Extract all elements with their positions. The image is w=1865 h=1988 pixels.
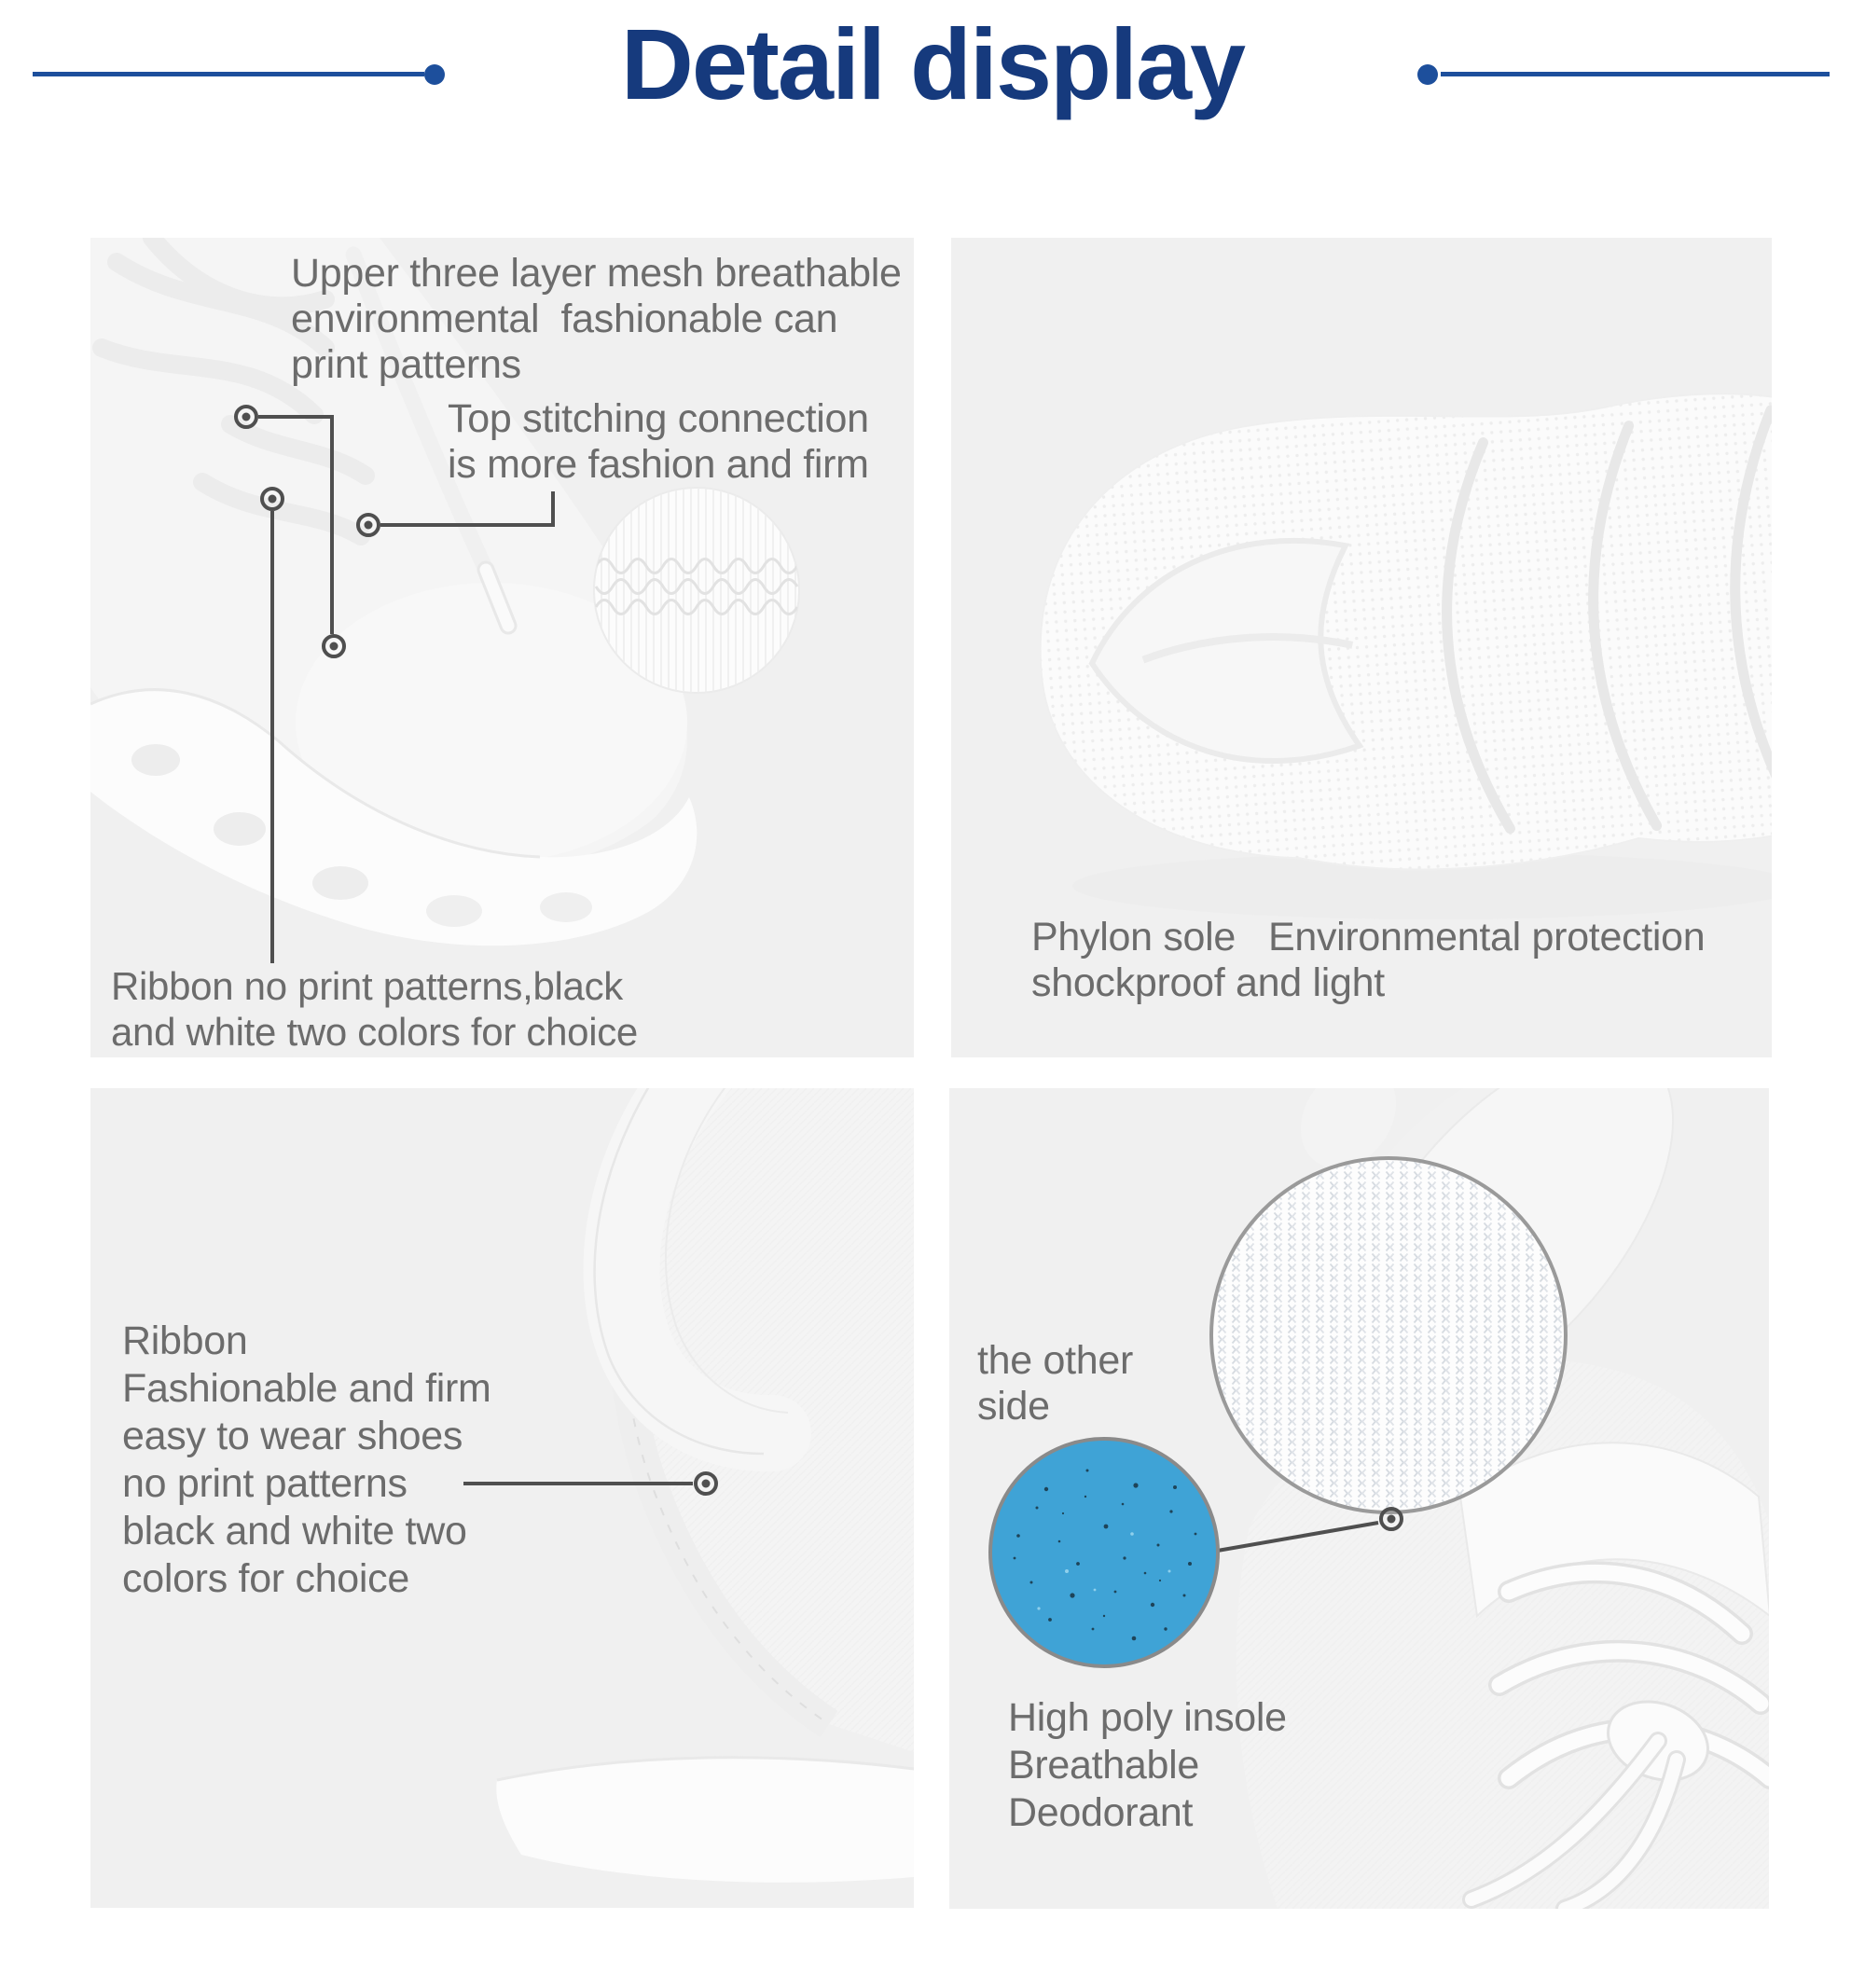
- caption-line: side: [977, 1384, 1050, 1429]
- top-stitching-caption: [448, 396, 869, 488]
- caption-line: Ribbon: [122, 1318, 248, 1363]
- phylon-sole-caption: [1031, 915, 1705, 1006]
- caption-line: environmental fashionable can: [291, 297, 838, 341]
- caption-line: shockproof and light: [1031, 960, 1385, 1005]
- page-title: Detail display: [620, 7, 1245, 120]
- mesh-detail-magnifier: [1211, 1158, 1566, 1512]
- upper-mesh-caption: [291, 251, 902, 388]
- ribbon-colors-caption: [111, 963, 638, 1055]
- title-rule-left: [33, 72, 424, 76]
- panel-upper-mesh: [90, 238, 914, 1057]
- caption-line: no print patterns: [122, 1461, 408, 1506]
- other-side-caption: [977, 1338, 1133, 1429]
- caption-line: easy to wear shoes: [122, 1414, 463, 1458]
- caption-line: Deodorant: [1008, 1790, 1194, 1835]
- caption-line: is more fashion and firm: [448, 442, 869, 487]
- caption-line: black and white two: [122, 1509, 467, 1553]
- caption-line: the other: [977, 1338, 1134, 1383]
- panel-phylon-sole: [951, 238, 1772, 1057]
- panel-heel-ribbon: [90, 1088, 914, 1908]
- caption-line: Top stitching connection: [448, 396, 869, 441]
- stitch-detail-magnifier: [594, 488, 803, 697]
- caption-line: Fashionable and firm: [122, 1366, 491, 1411]
- heel-ribbon-caption: [122, 1318, 491, 1603]
- caption-line: Breathable: [1008, 1743, 1199, 1788]
- caption-line: colors for choice: [122, 1556, 409, 1601]
- title-rule-right: [1441, 72, 1830, 76]
- insole-foam-magnifier: [990, 1439, 1218, 1666]
- caption-line: Upper three layer mesh breathable: [291, 251, 902, 296]
- panel-insole-other-side: [949, 1088, 1769, 1909]
- caption-line: Phylon sole Environmental protection: [1031, 915, 1706, 959]
- caption-line: Ribbon no print patterns,black: [111, 964, 623, 1008]
- caption-line: print patterns: [291, 342, 521, 387]
- caption-line: High poly insole: [1008, 1695, 1287, 1740]
- high-poly-insole-caption: [1008, 1694, 1287, 1837]
- caption-line: and white two colors for choice: [111, 1010, 638, 1054]
